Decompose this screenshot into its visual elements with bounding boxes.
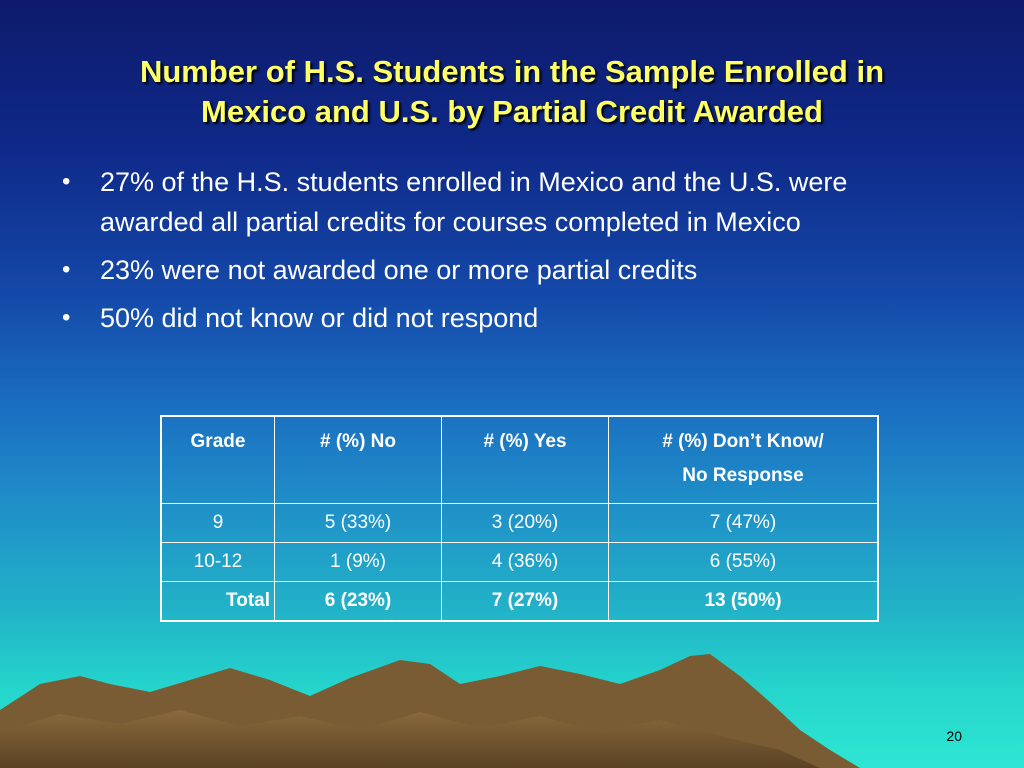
- bullet-dot-icon: •: [62, 256, 71, 283]
- cell-no: 5 (33%): [275, 504, 442, 543]
- cell-total-label: Total: [161, 582, 275, 622]
- bullet-list: [58, 162, 918, 346]
- cell-total-dont-know: 13 (50%): [609, 582, 879, 622]
- cell-dont-know: 6 (55%): [609, 543, 879, 582]
- bullet-item: [58, 162, 918, 242]
- header-dont-know: [609, 416, 879, 504]
- header-yes: # (%) Yes: [442, 416, 609, 504]
- table-row: [161, 543, 878, 582]
- page-number: 20: [946, 728, 962, 744]
- title-line-2: Mexico and U.S. by Partial Credit Awarded: [201, 94, 823, 129]
- slide-title: [30, 52, 994, 132]
- bullet-item: [58, 298, 918, 338]
- cell-total-yes: 7 (27%): [442, 582, 609, 622]
- header-grade: Grade: [161, 416, 275, 504]
- header-dont-know-line-1: # (%) Don’t Know/: [662, 431, 824, 452]
- partial-credit-table: [160, 415, 879, 622]
- table-row: [161, 504, 878, 543]
- header-no: # (%) No: [275, 416, 442, 504]
- cell-yes: 4 (36%): [442, 543, 609, 582]
- table-total-row: [161, 582, 878, 622]
- bullet-text: 27% of the H.S. students enrolled in Mexico and the U.S. were awarded all partial credits for courses completed in Mexico: [100, 167, 848, 237]
- mountain-landscape: [0, 640, 1024, 768]
- bullet-dot-icon: •: [62, 304, 71, 331]
- bullet-text: 23% were not awarded one or more partial credits: [100, 255, 698, 285]
- bullet-item: [58, 250, 918, 290]
- bullet-text: 50% did not know or did not respond: [100, 303, 539, 333]
- cell-no: 1 (9%): [275, 543, 442, 582]
- cell-dont-know: 7 (47%): [609, 504, 879, 543]
- title-line-1: Number of H.S. Students in the Sample Enrolled in: [139, 54, 885, 89]
- cell-yes: 3 (20%): [442, 504, 609, 543]
- bullet-dot-icon: •: [62, 168, 71, 195]
- header-dont-know-line-2: No Response: [682, 465, 804, 486]
- cell-grade: 10-12: [161, 543, 275, 582]
- cell-grade: 9: [161, 504, 275, 543]
- cell-total-no: 6 (23%): [275, 582, 442, 622]
- table-header-row: [161, 416, 878, 504]
